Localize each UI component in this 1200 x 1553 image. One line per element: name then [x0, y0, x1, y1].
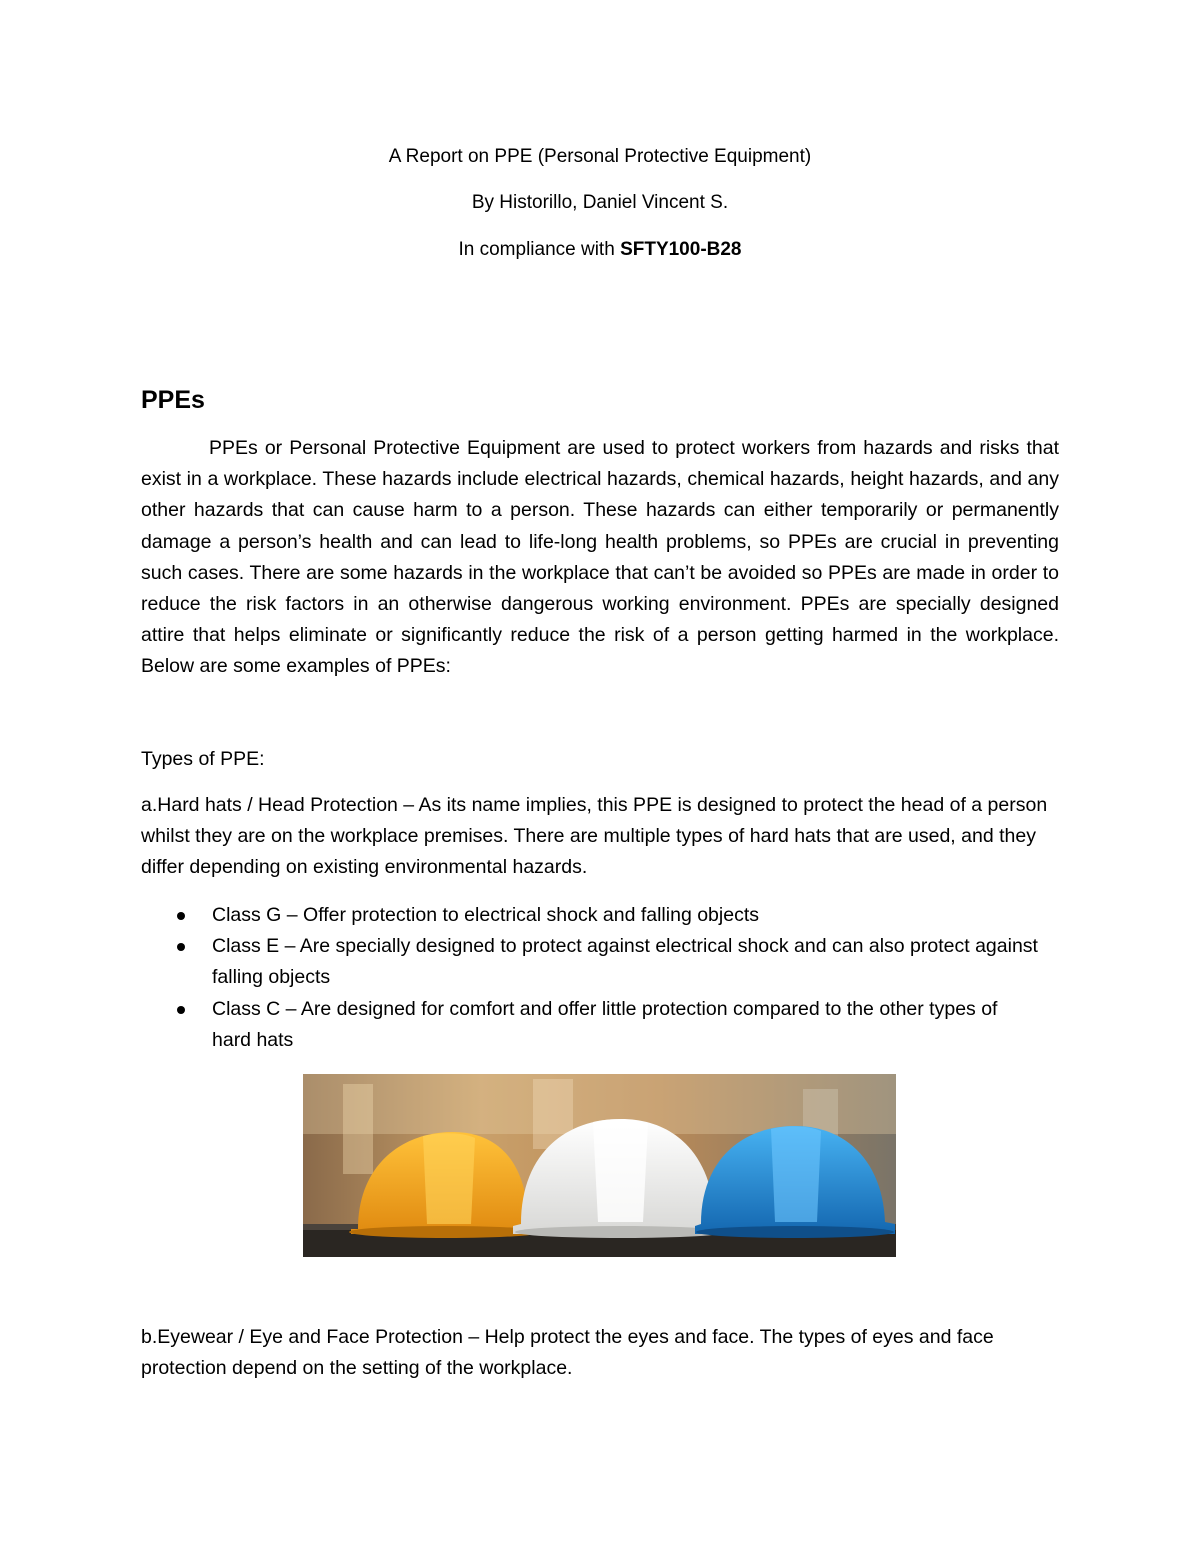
list-item: [141, 900, 1041, 931]
hard-hat-class-list: [141, 900, 1041, 1056]
list-item: [141, 931, 1041, 993]
eyewear-paragraph: b.Eyewear / Eye and Face Protection – Help protect the eyes and face. The types of eyes and face protection depend on the setting of the workplace.: [141, 1326, 994, 1380]
hard-hats-photo: [303, 1074, 896, 1257]
class-g-text: Class G – Offer protection to electrical shock and falling objects: [212, 904, 759, 926]
hard-hats-illustration: [303, 1074, 896, 1257]
bullet-icon: [177, 943, 185, 951]
course-code: SFTY100-B28: [620, 239, 742, 260]
compliance-prefix: In compliance with: [458, 239, 621, 260]
compliance-line: [0, 238, 1200, 262]
bullet-icon: [177, 1006, 185, 1014]
author-line: By Historillo, Daniel Vincent S.: [471, 192, 729, 213]
report-title: A Report on PPE (Personal Protective Equipment): [388, 146, 812, 167]
class-e-text: Class E – Are specially designed to protect against electrical shock and can also protect against falling objects: [212, 935, 1038, 989]
bullet-icon: [177, 912, 185, 920]
types-label: Types of PPE:: [141, 748, 265, 770]
class-c-text: Class C – Are designed for comfort and offer little protection compared to the other types of hard hats: [212, 997, 998, 1051]
hard-hats-paragraph: a.Hard hats / Head Protection – As its name implies, this PPE is designed to protect the head of a person whilst they are on the workplace premises. There are multiple types of hard hats that are used, and they differ depending on existing environmental hazards.: [141, 794, 1048, 879]
section-heading: PPEs: [141, 386, 205, 414]
list-item: [141, 994, 1041, 1056]
intro-paragraph: PPEs or Personal Protective Equipment are used to protect workers from hazards and risks that exist in a workplace. These hazards include electrical hazards, chemical hazards, height hazards, and any other hazards that can cause harm to a person. These hazards can either temporarily or permanently damage a person’s health and can lead to life-long health problems, so PPEs are crucial in preventing such cases. There are some hazards in the workplace that can’t be avoided so PPEs are made in order to reduce the risk factors in an otherwise dangerous working environment. PPEs are specially designed attire that helps eliminate or significantly reduce the risk of a person getting harmed in the workplace. Below are some examples of PPEs:: [141, 437, 1059, 678]
